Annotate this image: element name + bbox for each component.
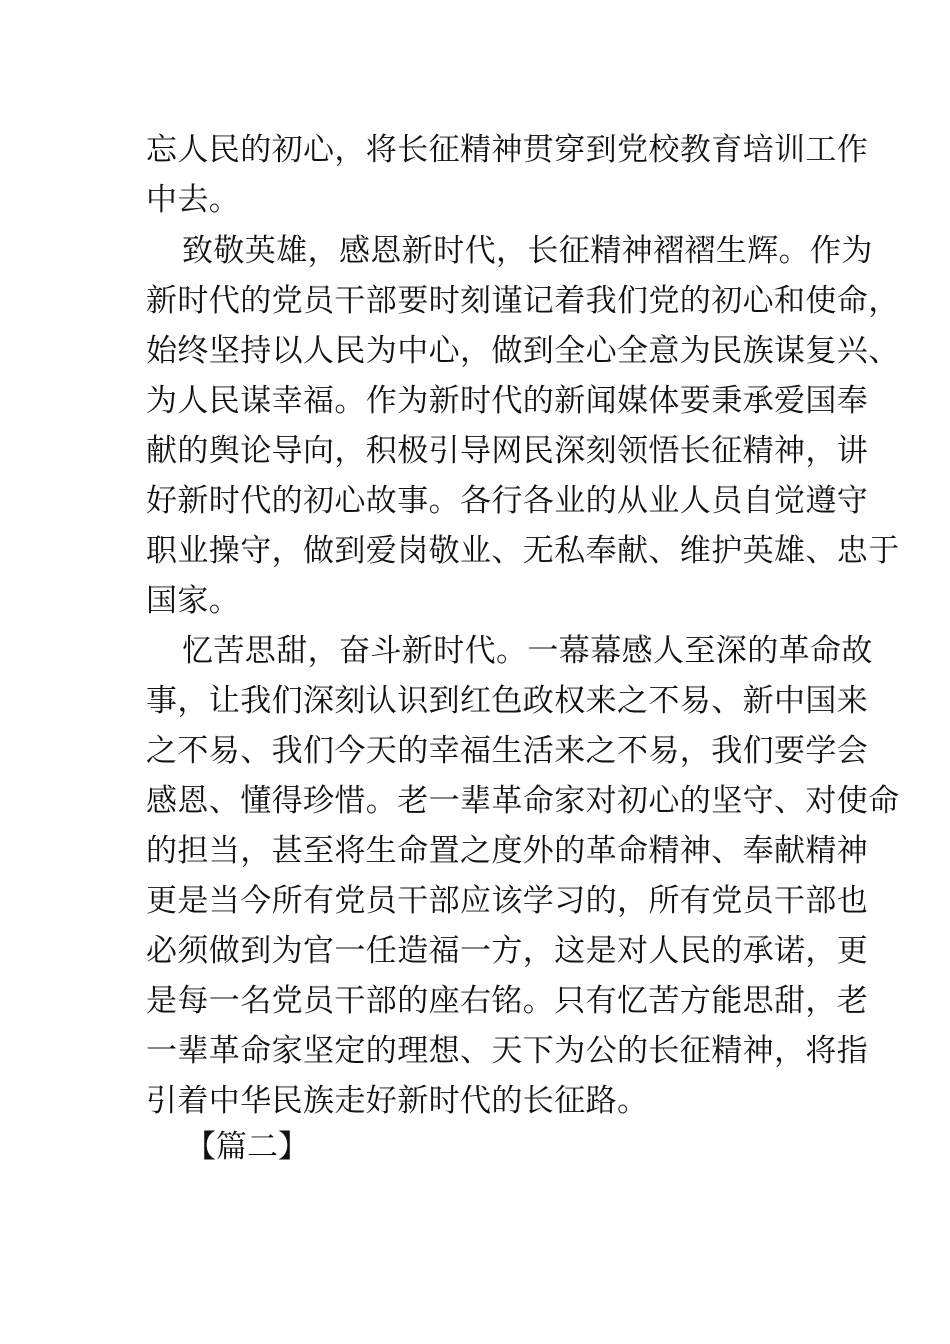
paragraph-1-line-2: 中去。 bbox=[146, 182, 241, 218]
paragraph-3-line-9: 一辈革命家坚定的理想、天下为公的长征精神，将指 bbox=[146, 1033, 869, 1069]
paragraph-2-line-5: 献的舆论导向，积极引导网民深刻领悟长征精神，讲 bbox=[146, 433, 869, 469]
paragraph-2-line-6: 好新时代的初心故事。各行各业的从业人员自觉遵守 bbox=[146, 483, 869, 519]
paragraph-3-line-1: 忆苦思甜，奋斗新时代。一幕幕感人至深的革命故 bbox=[182, 633, 873, 669]
paragraph-2-line-8: 国家。 bbox=[146, 583, 241, 619]
paragraph-3-line-6: 更是当今所有党员干部应该学习的，所有党员干部也 bbox=[146, 883, 869, 919]
paragraph-2-line-3: 始终坚持以人民为中心，做到全心全意为民族谋复兴、 bbox=[146, 333, 900, 369]
section-heading: 【篇二】 bbox=[185, 1129, 309, 1165]
paragraph-3-line-10: 引着中华民族走好新时代的长征路。 bbox=[146, 1083, 649, 1119]
paragraph-3-line-4: 感恩、懂得珍惜。老一辈革命家对初心的坚守、对使命 bbox=[146, 783, 900, 819]
paragraph-3-line-3: 之不易、我们今天的幸福生活来之不易，我们要学会 bbox=[146, 733, 869, 769]
paragraph-1-line-1: 忘人民的初心，将长征精神贯穿到党校教育培训工作 bbox=[146, 132, 869, 168]
paragraph-3-line-8: 是每一名党员干部的座右铭。只有忆苦方能思甜，老 bbox=[146, 983, 869, 1019]
paragraph-3-line-2: 事，让我们深刻认识到红色政权来之不易、新中国来 bbox=[146, 683, 869, 719]
paragraph-3-line-7: 必须做到为官一任造福一方，这是对人民的承诺，更 bbox=[146, 933, 869, 969]
paragraph-2-line-1: 致敬英雄，感恩新时代，长征精神褶褶生辉。作为 bbox=[182, 233, 873, 269]
paragraph-2-line-2: 新时代的党员干部要时刻谨记着我们党的初心和使命， bbox=[146, 283, 900, 319]
paragraph-2-line-4: 为人民谋幸福。作为新时代的新闻媒体要秉承爱国奉 bbox=[146, 383, 869, 419]
paragraph-2-line-7: 职业操守，做到爱岗敬业、无私奉献、维护英雄、忠于 bbox=[146, 533, 900, 569]
paragraph-3-line-5: 的担当，甚至将生命置之度外的革命精神、奉献精神 bbox=[146, 833, 869, 869]
